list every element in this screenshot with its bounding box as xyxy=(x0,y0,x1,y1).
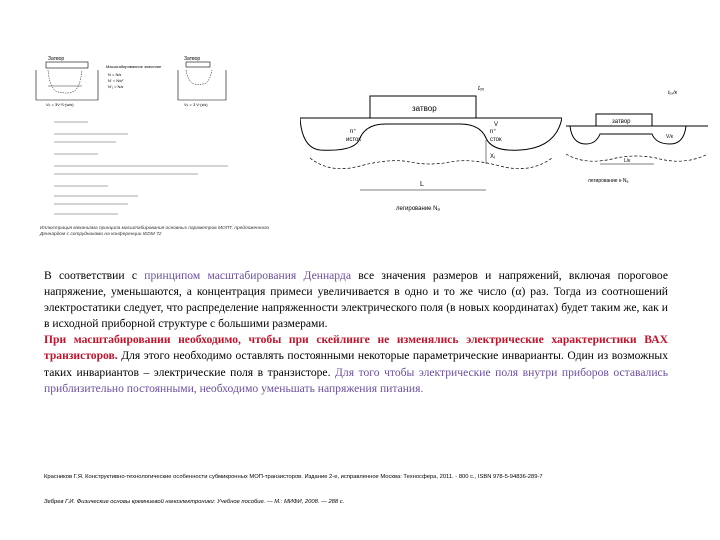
legend-title: Масштабированное значение xyxy=(106,64,162,69)
doping-label: легирование Nₐ xyxy=(396,206,440,212)
scaled-mosfet-figure xyxy=(566,84,708,194)
length-label: L xyxy=(420,181,424,188)
p2-rest: Для этого необходимо оставлять постоянными некоторые параметрические инварианты. Один из возможных таких инвариантов – электрические поля в транзисторе. xyxy=(44,349,668,379)
xj-label: Xⱼ xyxy=(490,154,496,160)
mosfet-cross-section-svg xyxy=(300,78,562,218)
scaling-illustration-figure xyxy=(18,50,290,246)
gate-label-2: Затвор xyxy=(184,56,201,62)
gate-label-1: Затвор xyxy=(48,56,65,62)
gate-label: затвор xyxy=(412,104,437,113)
p1-start: В соответствии с xyxy=(44,269,145,282)
references xyxy=(44,474,684,524)
v-label: V xyxy=(494,122,499,128)
scaled-tox-label: tₒₓ/к xyxy=(668,90,678,96)
reference-2: Зебрев Г.И. Физические основы кремниевой наноэлектроники: Учебное пособие. — М.: МИФИ, 2008. — 288 с. xyxy=(44,499,345,505)
scaling-illustration-svg xyxy=(18,50,290,246)
legend-line-2: N' = N/к² xyxy=(108,78,124,83)
scaled-v-label: V/к xyxy=(666,134,673,140)
dennard-principle-highlight: принципом масштабирования Деннарда xyxy=(144,269,351,282)
legend-line-1: N = N/к xyxy=(108,72,122,77)
main-paragraph xyxy=(44,268,668,397)
drain-doping: n⁺ xyxy=(490,129,497,135)
drain-label: сток xyxy=(490,137,502,143)
formula-2: Vₚ = 3 V·(к/к) xyxy=(184,102,208,107)
legend-line-3: N'₁ = N/к xyxy=(108,84,124,89)
scaled-gate-label: затвор xyxy=(612,119,631,125)
voltage-reduction-highlight: Для того чтобы электрические поля внутри приборов оставались приблизительно постоянными, необходимо уменьшать напряжения питания. xyxy=(44,365,668,395)
source-doping: n⁺ xyxy=(350,129,357,135)
p1-rest: все значения размеров и напряжений, включая пороговое напряжение, уменьшаются, а концентрация примеси увеличивается в одно и то же число (α) раз. Тогда из соотношений электростатики следует, что распределение напряженности электрического поля (в новых координатах) будет таким же, как и в исходной приборной структуре с большими размерами. xyxy=(44,269,668,331)
figure-left-caption: Иллюстрация механизма принципа масштабирования основных параметров МОПТ, предложенного Деннардом с сотрудниками на конференции IEDM 72 xyxy=(40,226,270,237)
tox-label: tₒₓ xyxy=(478,86,485,92)
scaled-l-label: L/к xyxy=(624,158,631,164)
reference-1: Красников Г.Я. Конструктивно-технологические особенности субмикронных МОП-транзисторов. Издание 2-е, исправленное Москва: Техносфера, 2011. - 800 с., ISBN 978-5-94836-289-7 xyxy=(44,474,543,480)
mosfet-cross-section-figure xyxy=(300,78,562,218)
source-label: исток xyxy=(346,137,361,143)
scaled-mosfet-svg xyxy=(566,84,708,194)
formula-1: Vₚ = 3V·S·(w/к) xyxy=(46,102,74,107)
scaled-doping-label: легирование к·Nₐ xyxy=(588,178,629,184)
scaling-requirement-bold: При масштабировании необходимо, чтобы при скейлинге не изменялись электрические характеристики ВАХ транзисторов. xyxy=(44,333,668,363)
